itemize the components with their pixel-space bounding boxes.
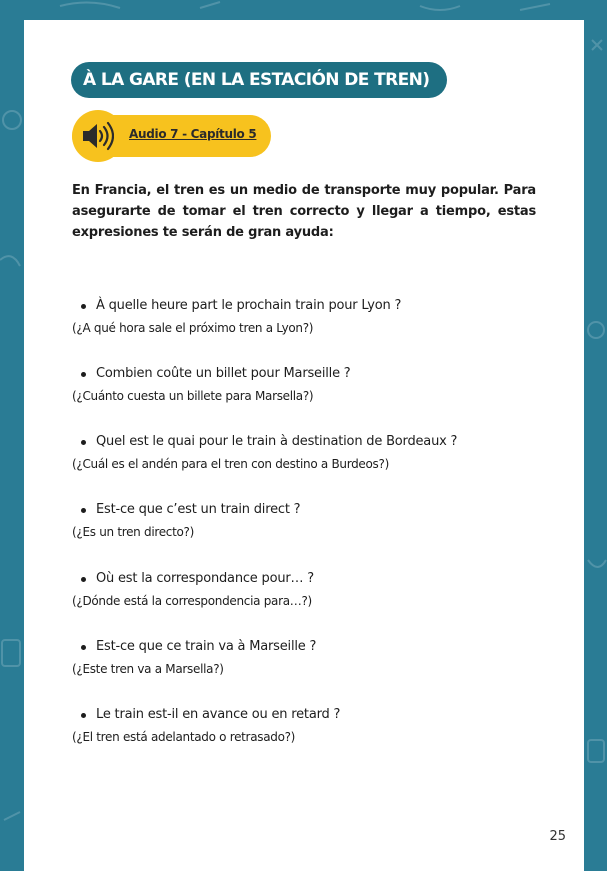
phrase-spanish: (¿Es un tren directo?) (72, 525, 195, 539)
phrase-spanish: (¿Dónde está la correspondencia para…?) (72, 594, 312, 608)
phrase-spanish: (¿El tren está adelantado o retrasado?) (72, 730, 296, 744)
intro-paragraph: En Francia, el tren es un medio de transporte muy popular. Para asegurarte de tomar el tren correcto y llegar a tiempo, estas expresiones te serán de gran ayuda: (72, 183, 536, 240)
phrase-french: Est-ce que c’est un train direct ? (72, 501, 542, 519)
section-title: À LA GARE (EN LA ESTACIÓN DE TREN) (71, 62, 447, 98)
bullet-icon (81, 372, 86, 377)
phrase-french: Le train est-il en avance ou en retard ? (72, 706, 542, 724)
document-page (24, 20, 584, 871)
phrase-spanish: (¿Este tren va a Marsella?) (72, 662, 224, 676)
phrase-item (72, 433, 542, 472)
bullet-icon (81, 645, 86, 650)
speaker-icon (72, 110, 124, 162)
bullet-icon (81, 440, 86, 445)
phrase-spanish: (¿Cuánto cuesta un billete para Marsella?) (72, 389, 314, 403)
bullet-icon (81, 577, 86, 582)
phrase-french: Où est la correspondance pour… ? (72, 570, 542, 588)
bullet-icon (81, 508, 86, 513)
phrase-item (72, 706, 542, 745)
page-number: 25 (549, 829, 566, 844)
bullet-icon (81, 713, 86, 718)
phrase-item (72, 570, 542, 609)
audio-link-label[interactable]: Audio 7 - Capítulo 5 (129, 127, 257, 141)
bullet-icon (81, 304, 86, 309)
phrase-french: Combien coûte un billet pour Marseille ? (72, 365, 542, 383)
phrase-item (72, 501, 542, 540)
phrase-french: Quel est le quai pour le train à destination de Bordeaux ? (72, 433, 542, 451)
phrase-item (72, 297, 542, 336)
phrase-french: Est-ce que ce train va à Marseille ? (72, 638, 542, 656)
phrase-french: À quelle heure part le prochain train pour Lyon ? (72, 297, 542, 315)
phrase-item (72, 638, 542, 677)
phrase-spanish: (¿A qué hora sale el próximo tren a Lyon?) (72, 321, 314, 335)
audio-button[interactable] (72, 115, 271, 157)
phrase-item (72, 365, 542, 404)
phrase-spanish: (¿Cuál es el andén para el tren con destino a Burdeos?) (72, 457, 389, 471)
